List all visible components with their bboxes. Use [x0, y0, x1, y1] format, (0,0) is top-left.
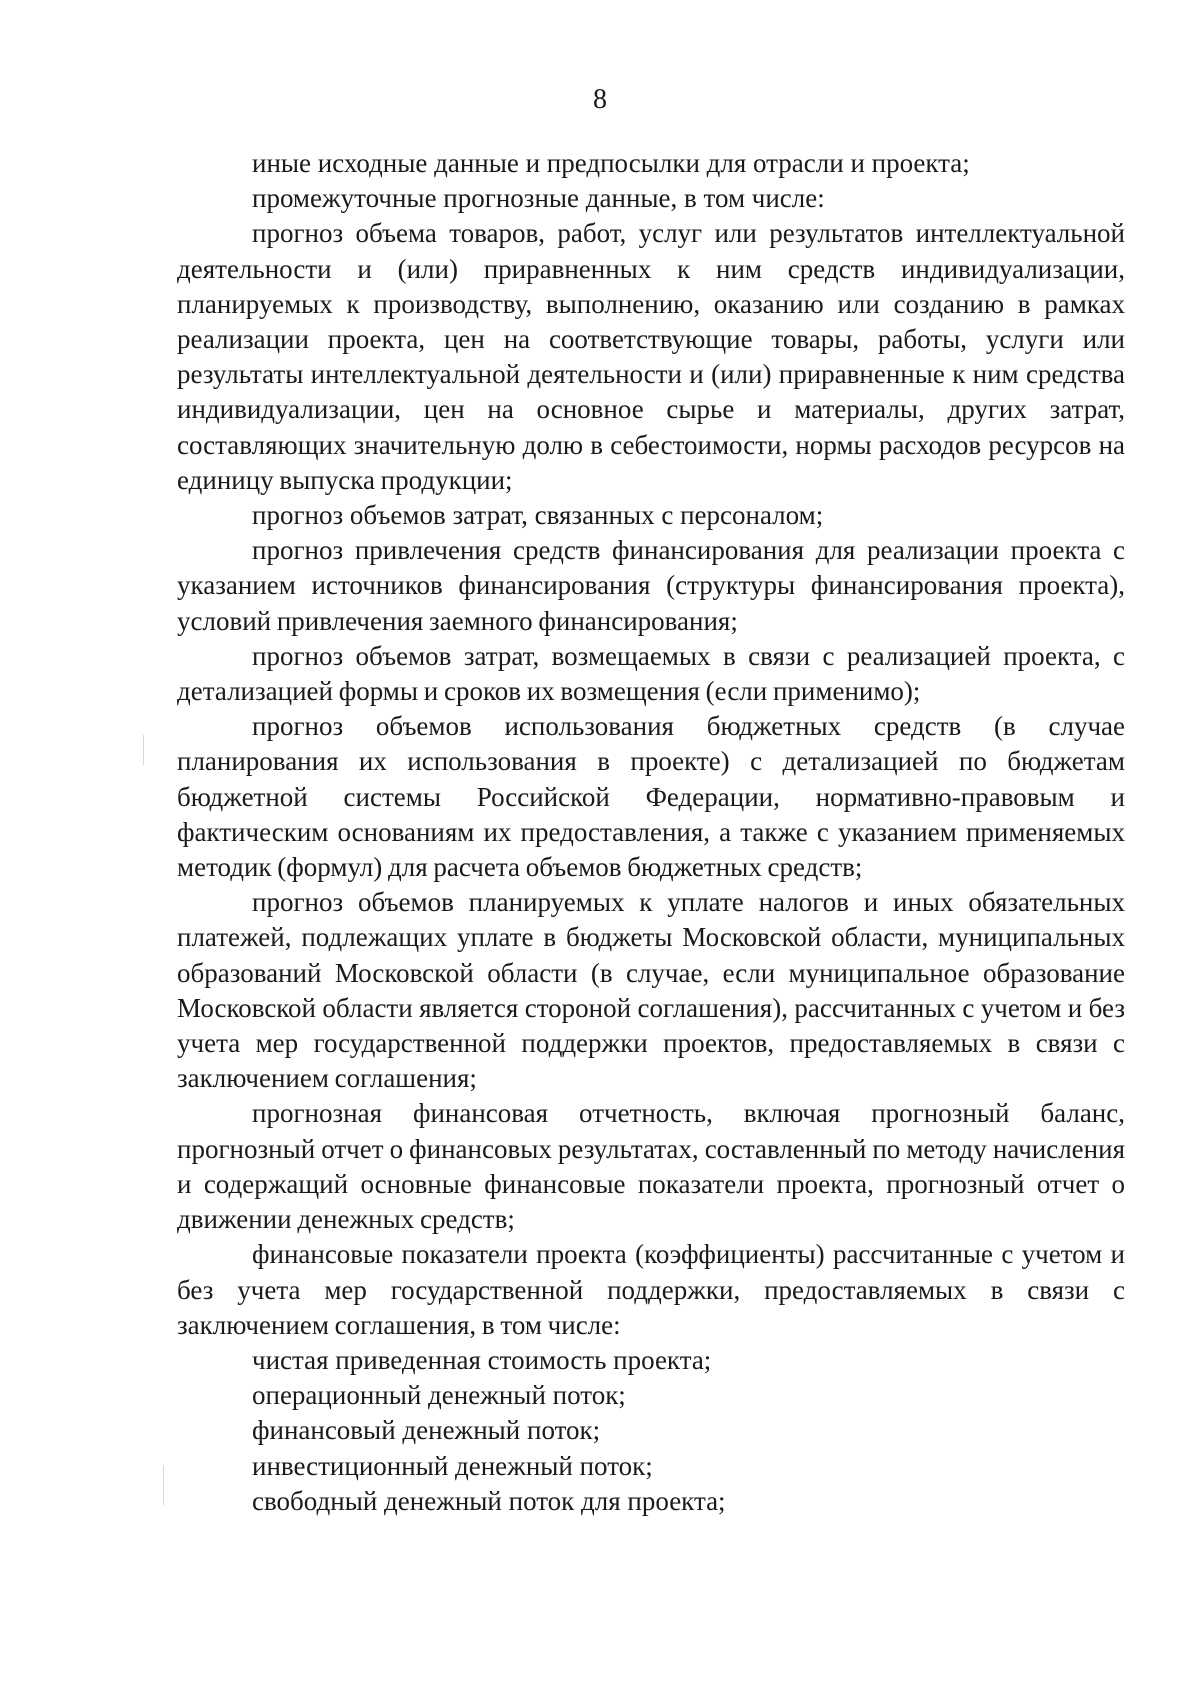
- list-item: инвестиционный денежный поток;: [252, 1450, 653, 1481]
- paragraph: иные исходные данные и предпосылки для отрасли и проекта;: [252, 148, 970, 178]
- document-body: [177, 146, 1125, 1519]
- list-item: финансовый денежный поток;: [252, 1415, 601, 1446]
- paragraph: прогноз объемов планируемых к уплате налогов и иных обязательных платежей, подлежащих уплате в бюджеты Московской области, муниципальных образований Московской области (в случае, если муниципальное образование Московской области является стороной соглашения), рассчитанных с учетом и без учета мер государственной поддержки проектов, предоставляемых в связи с заключением соглашения;: [177, 887, 1125, 1094]
- page-number: 8: [593, 84, 607, 115]
- scan-edge-mark: [163, 1465, 164, 1505]
- paragraph: промежуточные прогнозные данные, в том числе:: [252, 183, 825, 214]
- scan-edge-mark: [143, 735, 144, 765]
- list-item: операционный денежный поток;: [252, 1380, 626, 1411]
- paragraph: прогноз объемов затрат, связанных с персоналом;: [252, 500, 824, 531]
- paragraph: финансовые показатели проекта (коэффициенты) рассчитанные с учетом и без учета мер государственной поддержки, предоставляемых в связи с заключением соглашения, в том числе:: [177, 1239, 1125, 1340]
- paragraph: прогнозная финансовая отчетность, включая прогнозный баланс, прогнозный отчет о финансовых результатах, составленный по методу начисления и содержащий основные финансовые показатели проекта, прогнозный отчет о движении денежных средств;: [177, 1098, 1125, 1235]
- paragraph: прогноз объема товаров, работ, услуг или результатов интеллектуальной деятельности и (или) приравненных к ним средств индивидуализации, планируемых к производству, выполнению, оказанию или созданию в рамках реализации проекта, цен на соответствующие товары, работы, услуги или результаты интеллектуальной деятельности и (или) приравненные к ним средства индивидуализации, цен на основное сырье и материалы, других затрат, составляющих значительную долю в себестоимости, нормы расходов ресурсов на единицу выпуска продукции;: [177, 218, 1125, 495]
- list-item: свободный денежный поток для проекта;: [252, 1485, 726, 1516]
- paragraph: прогноз привлечения средств финансирования для реализации проекта с указанием источников финансирования (структуры финансирования проекта), условий привлечения заемного финансирования;: [177, 535, 1125, 636]
- paragraph: прогноз объемов затрат, возмещаемых в связи с реализацией проекта, с детализацией формы и сроков их возмещения (если применимо);: [177, 640, 1125, 707]
- paragraph: прогноз объемов использования бюджетных средств (в случае планирования их использования в проекте) с детализацией по бюджетам бюджетной системы Российской Федерации, нормативно-правовым и фактическим основаниям их предоставления, а также с указанием применяемых методик (формул) для расчета объемов бюджетных средств;: [177, 711, 1125, 883]
- list-item: чистая приведенная стоимость проекта;: [252, 1344, 712, 1375]
